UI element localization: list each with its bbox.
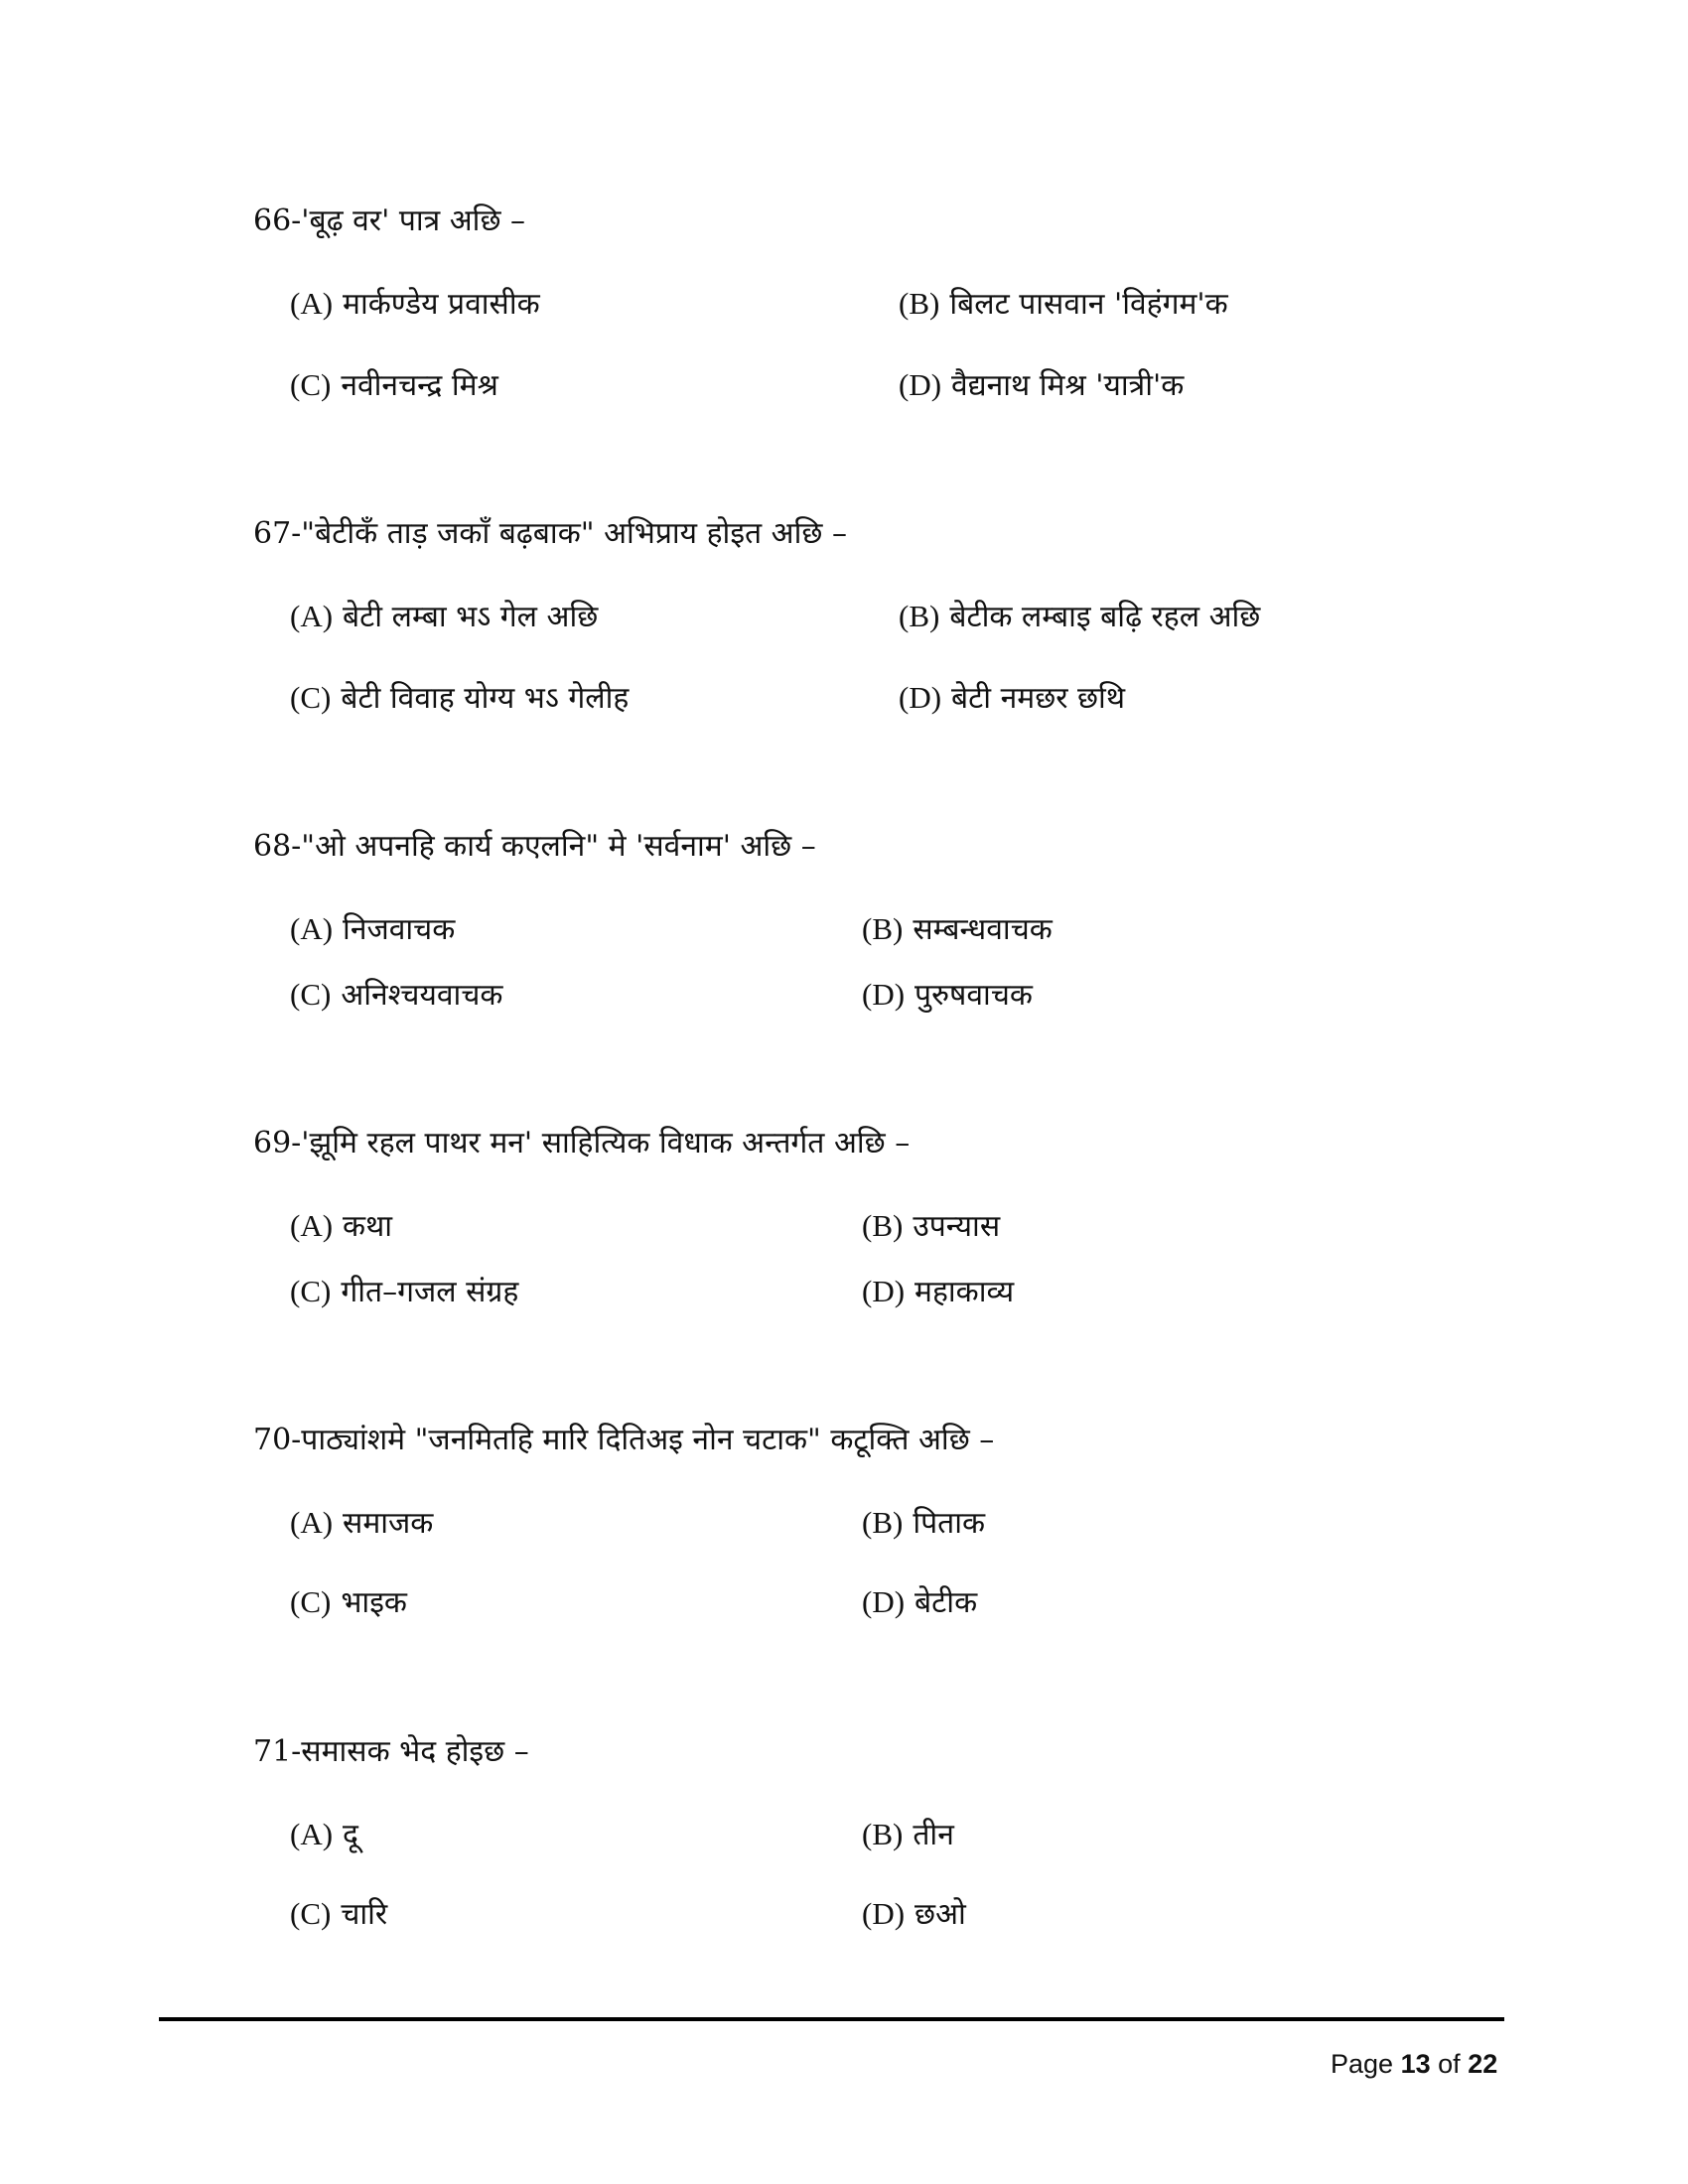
option-a	[290, 284, 540, 325]
option-a	[290, 1503, 433, 1544]
page-prefix: Page	[1331, 2049, 1394, 2079]
option-text: उपन्यास	[913, 1209, 1001, 1244]
option-label: (B)	[899, 599, 940, 633]
option-text: निजवाचक	[343, 912, 456, 947]
option-text: महाकाव्य	[914, 1275, 1015, 1309]
option-text: गीत–गजल संग्रह	[341, 1275, 519, 1309]
option-label: (C)	[290, 1896, 332, 1931]
question-text: 68-"ओ अपनहि कार्य कएलनि" मे 'सर्वनाम' अछि –	[253, 829, 816, 864]
option-b	[899, 597, 1260, 637]
option-b	[862, 1206, 1000, 1247]
option-text: छओ	[914, 1897, 966, 1932]
option-label: (B)	[862, 911, 904, 946]
option-label: (A)	[290, 599, 334, 633]
option-text: अनिश्चयवाचक	[341, 978, 503, 1013]
option-b	[862, 909, 1053, 950]
option-label: (C)	[290, 977, 332, 1012]
option-label: (B)	[862, 1208, 904, 1243]
option-text: भाइक	[341, 1585, 407, 1620]
footer-divider	[159, 2017, 1504, 2021]
option-label: (A)	[290, 911, 334, 946]
option-text: समाजक	[343, 1506, 434, 1541]
option-d	[862, 1582, 977, 1623]
option-label: (B)	[862, 1817, 904, 1851]
option-text: बेटी नमछर छथि	[951, 681, 1125, 716]
option-a	[290, 1815, 358, 1855]
page-current: 13	[1400, 2049, 1431, 2079]
option-text: सम्बन्धवाचक	[913, 912, 1053, 947]
option-label: (D)	[862, 1896, 906, 1931]
option-b	[862, 1503, 985, 1544]
option-label: (C)	[290, 680, 332, 715]
question-text: 67-"बेटीकँ ताड़ जकाँ बढ़बाक" अभिप्राय होइत अछि –	[253, 516, 847, 551]
option-text: पुरुषवाचक	[914, 978, 1033, 1013]
option-label: (C)	[290, 1584, 332, 1619]
option-c	[290, 1582, 407, 1623]
option-text: मार्कण्डेय प्रवासीक	[343, 287, 540, 322]
question-text: 70-पाठ्यांशमे "जनमितहि मारि दितिअइ नोन चटाक" कटूक्ति अछि –	[253, 1423, 995, 1457]
option-d	[862, 975, 1033, 1016]
option-c	[290, 365, 498, 406]
option-label: (D)	[899, 680, 942, 715]
option-text: बेटी विवाह योग्य भऽ गेलीह	[341, 681, 630, 716]
option-d	[899, 678, 1125, 719]
option-c	[290, 678, 629, 719]
option-text: कथा	[343, 1209, 393, 1244]
page-total: 22	[1468, 2049, 1498, 2079]
option-a	[290, 597, 598, 637]
option-b	[862, 1815, 954, 1855]
option-label: (A)	[290, 1208, 334, 1243]
option-label: (B)	[862, 1505, 904, 1540]
option-text: नवीनचन्द्र मिश्र	[341, 368, 498, 403]
option-c	[290, 1272, 518, 1312]
question-text: 66-'बूढ़ वर' पात्र अछि –	[253, 204, 526, 238]
option-b	[899, 284, 1228, 325]
option-label: (D)	[862, 1584, 906, 1619]
option-c	[290, 975, 502, 1016]
page-number	[1331, 2047, 1497, 2081]
question-67	[253, 514, 1494, 554]
option-label: (A)	[290, 286, 334, 321]
question-66	[253, 202, 1494, 241]
option-text: वैद्यनाथ मिश्र 'यात्री'क	[951, 368, 1185, 403]
option-label: (D)	[862, 1274, 906, 1308]
option-d	[862, 1272, 1014, 1312]
option-a	[290, 909, 455, 950]
question-text: 71-समासक भेद होइछ –	[253, 1734, 529, 1769]
option-a	[290, 1206, 392, 1247]
option-text: चारि	[341, 1897, 388, 1932]
question-71	[253, 1732, 1494, 1772]
option-text: बेटीक	[914, 1585, 978, 1620]
question-70	[253, 1421, 1494, 1460]
question-68	[253, 827, 1494, 867]
option-text: बिलट पासवान 'विहंगम'क	[949, 287, 1228, 322]
question-69	[253, 1124, 1494, 1163]
option-text: तीन	[913, 1818, 954, 1852]
option-c	[290, 1894, 387, 1935]
option-label: (C)	[290, 1274, 332, 1308]
option-label: (C)	[290, 367, 332, 402]
option-text: पिताक	[913, 1506, 986, 1541]
option-d	[862, 1894, 966, 1935]
option-label: (D)	[862, 977, 906, 1012]
option-label: (B)	[899, 286, 940, 321]
option-text: दू	[343, 1818, 358, 1852]
option-text: बेटी लम्बा भऽ गेल अछि	[343, 600, 599, 634]
option-label: (A)	[290, 1817, 334, 1851]
option-label: (D)	[899, 367, 942, 402]
question-text: 69-'झूमि रहल पाथर मन' साहित्यिक विधाक अन्तर्गत अछि –	[253, 1126, 911, 1160]
option-label: (A)	[290, 1505, 334, 1540]
page-of: of	[1438, 2049, 1461, 2079]
option-text: बेटीक लम्बाइ बढ़ि रहल अछि	[949, 600, 1261, 634]
option-d	[899, 365, 1184, 406]
